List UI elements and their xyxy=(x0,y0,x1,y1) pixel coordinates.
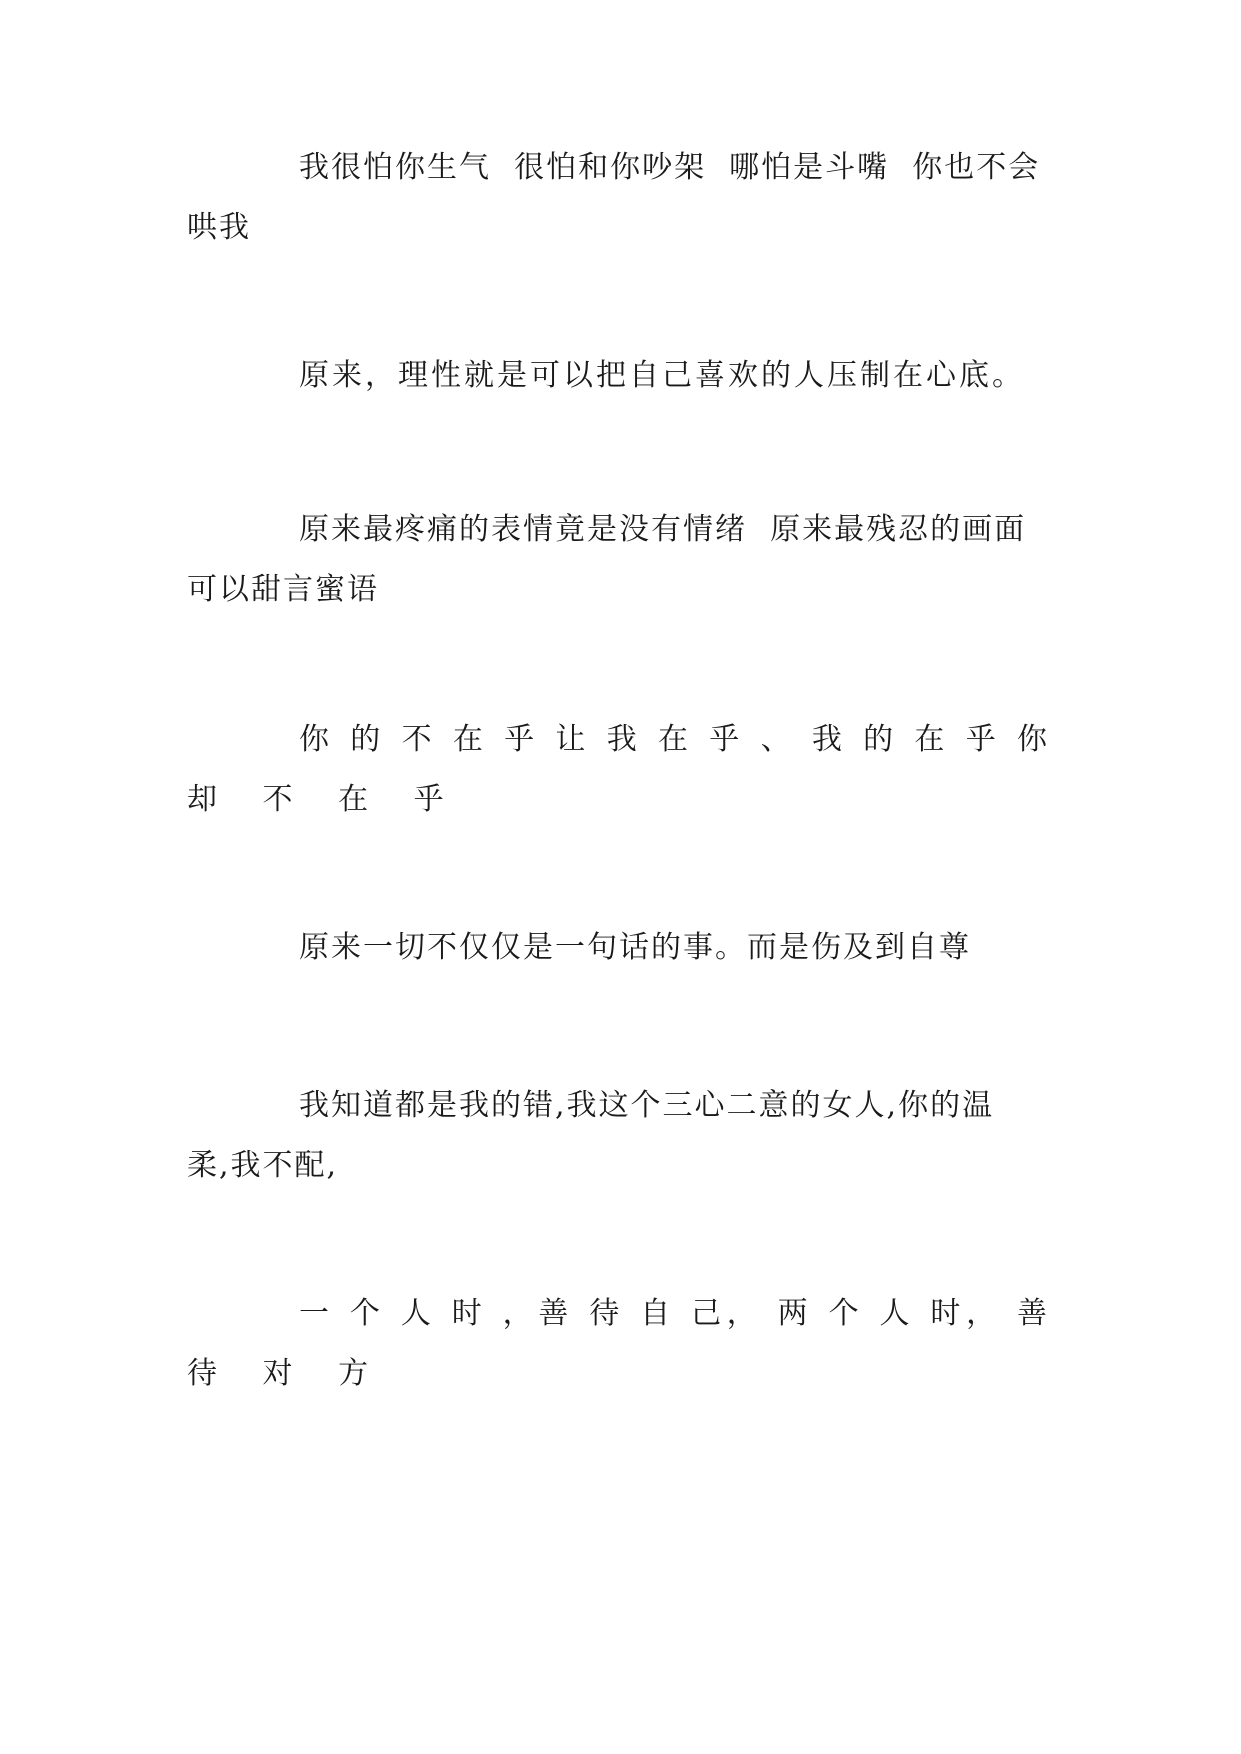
paragraph-line: 你 的 不 在 乎 让 我 在 乎 、 我 的 在 乎 你 xyxy=(299,722,1047,757)
paragraph-line: 哄我 xyxy=(187,210,251,245)
paragraph-line: 却 不 在 乎 xyxy=(187,782,462,817)
paragraph-line: 我很怕你生气 很怕和你吵架 哪怕是斗嘴 你也不会 xyxy=(299,150,1041,185)
paragraph-line: 我知道都是我的错,我这个三心二意的女人,你的温 xyxy=(299,1088,995,1123)
paragraph-line: 待 对 方 xyxy=(187,1356,387,1391)
paragraph-line: 原来最疼痛的表情竟是没有情绪 原来最残忍的画面 xyxy=(299,512,1027,547)
paragraph-line: 一 个 人 时 ，善 待 自 己， 两 个 人 时， 善 xyxy=(299,1296,1047,1331)
paragraph-line: 原来，理性就是可以把自己喜欢的人压制在心底。 xyxy=(299,358,1025,393)
paragraph-line: 可以甜言蜜语 xyxy=(187,572,379,607)
paragraph-line: 原来一切不仅仅是一句话的事。而是伤及到自尊 xyxy=(299,930,971,965)
paragraph-line: 柔,我不配, xyxy=(187,1148,339,1183)
